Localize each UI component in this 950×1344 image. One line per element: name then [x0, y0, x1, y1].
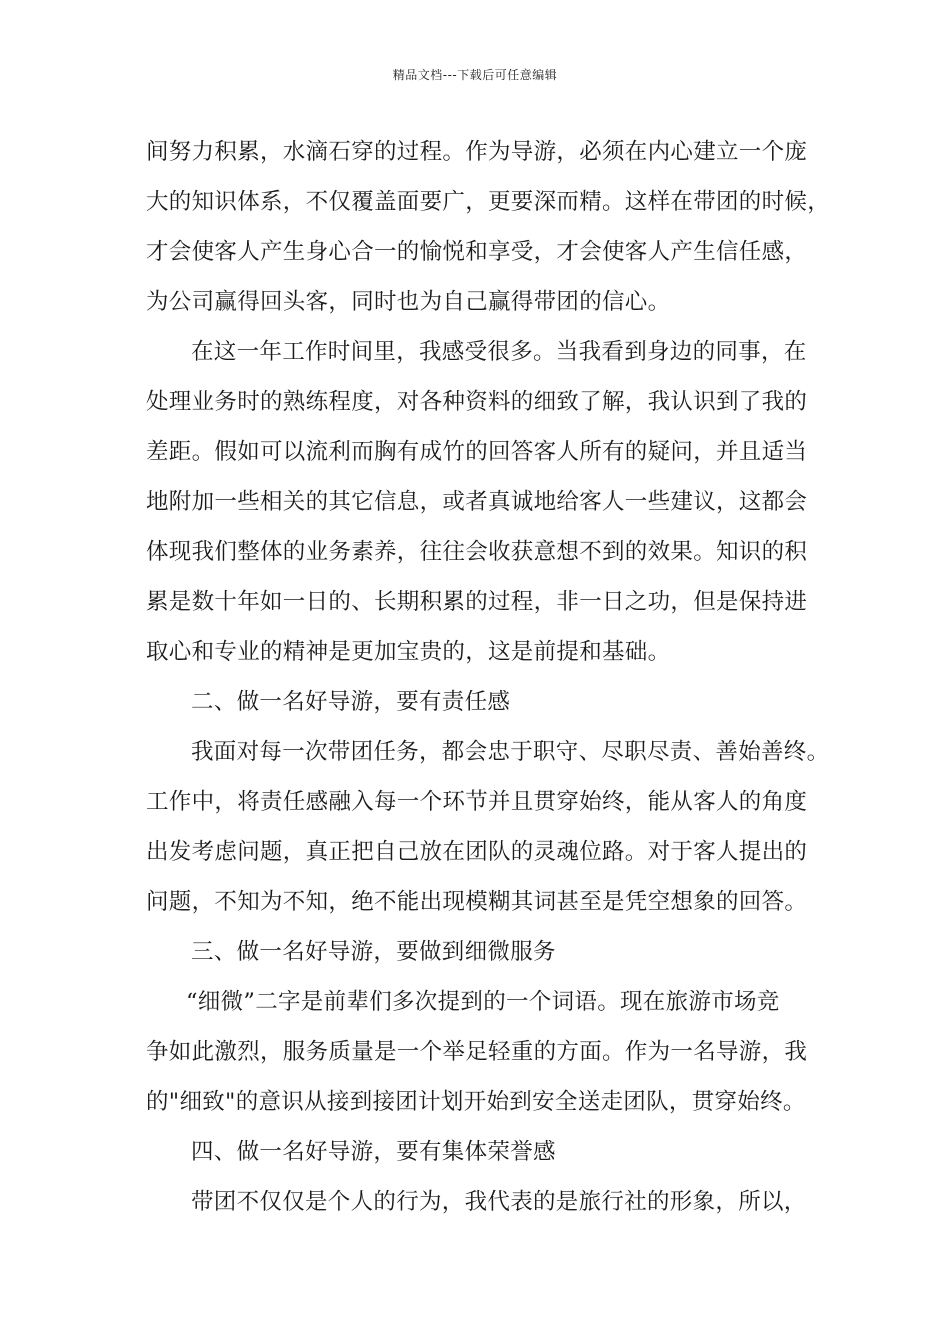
paragraph-line: 体现我们整体的业务素养，往往会收获意想不到的效果。知识的积 — [146, 539, 808, 565]
paragraph-line: 为公司赢得回头客，同时也为自己赢得带团的信心。 — [146, 289, 671, 315]
paragraph-line: 在这一年工作时间里，我感受很多。当我看到身边的同事，在 — [191, 339, 807, 365]
section-heading: 三、做一名好导游，要做到细微服务 — [191, 939, 556, 965]
paragraph-line: 差距。假如可以流利而胸有成竹的回答客人所有的疑问，并且适当 — [146, 439, 808, 465]
paragraph-line: 间努力积累，水滴石穿的过程。作为导游，必须在内心建立一个庞 — [146, 139, 808, 165]
paragraph-line: 的"细致"的意识从接到接团计划开始到安全送走团队，贯穿始终。 — [146, 1089, 806, 1115]
paragraph-line: 地附加一些相关的其它信息，或者真诚地给客人一些建议，这都会 — [146, 489, 808, 515]
paragraph-line: 争如此激烈，服务质量是一个举足轻重的方面。作为一名导游，我 — [146, 1039, 808, 1065]
paragraph-line: 我面对每一次带团任务，都会忠于职守、尽职尽责、善始善终。 — [191, 739, 830, 765]
page-header: 精品文档---下载后可任意编辑 — [392, 68, 558, 82]
paragraph-line: 出发考虑问题，真正把自己放在团队的灵魂位路。对于客人提出的 — [146, 839, 808, 865]
paragraph-line: 大的知识体系，不仅覆盖面要广，更要深而精。这样在带团的时候， — [146, 189, 831, 215]
paragraph-line: 取心和专业的精神是更加宝贵的，这是前提和基础。 — [146, 639, 671, 665]
paragraph-line: 问题，不知为不知，绝不能出现模糊其词甚至是凭空想象的回答。 — [146, 889, 808, 915]
paragraph-line: “细微”二字是前辈们多次提到的一个词语。现在旅游市场竞 — [186, 989, 780, 1015]
paragraph-line: 处理业务时的熟练程度，对各种资料的细致了解，我认识到了我的 — [146, 389, 808, 415]
paragraph-line: 才会使客人产生身心合一的愉悦和享受，才会使客人产生信任感， — [146, 239, 808, 265]
paragraph-line: 工作中，将责任感融入每一个环节并且贯穿始终，能从客人的角度 — [146, 789, 808, 815]
paragraph-line: 带团不仅仅是个人的行为，我代表的是旅行社的形象，所以， — [191, 1189, 807, 1215]
section-heading: 二、做一名好导游，要有责任感 — [191, 689, 511, 715]
section-heading: 四、做一名好导游，要有集体荣誉感 — [191, 1139, 556, 1165]
paragraph-line: 累是数十年如一日的、长期积累的过程，非一日之功，但是保持进 — [146, 589, 808, 615]
